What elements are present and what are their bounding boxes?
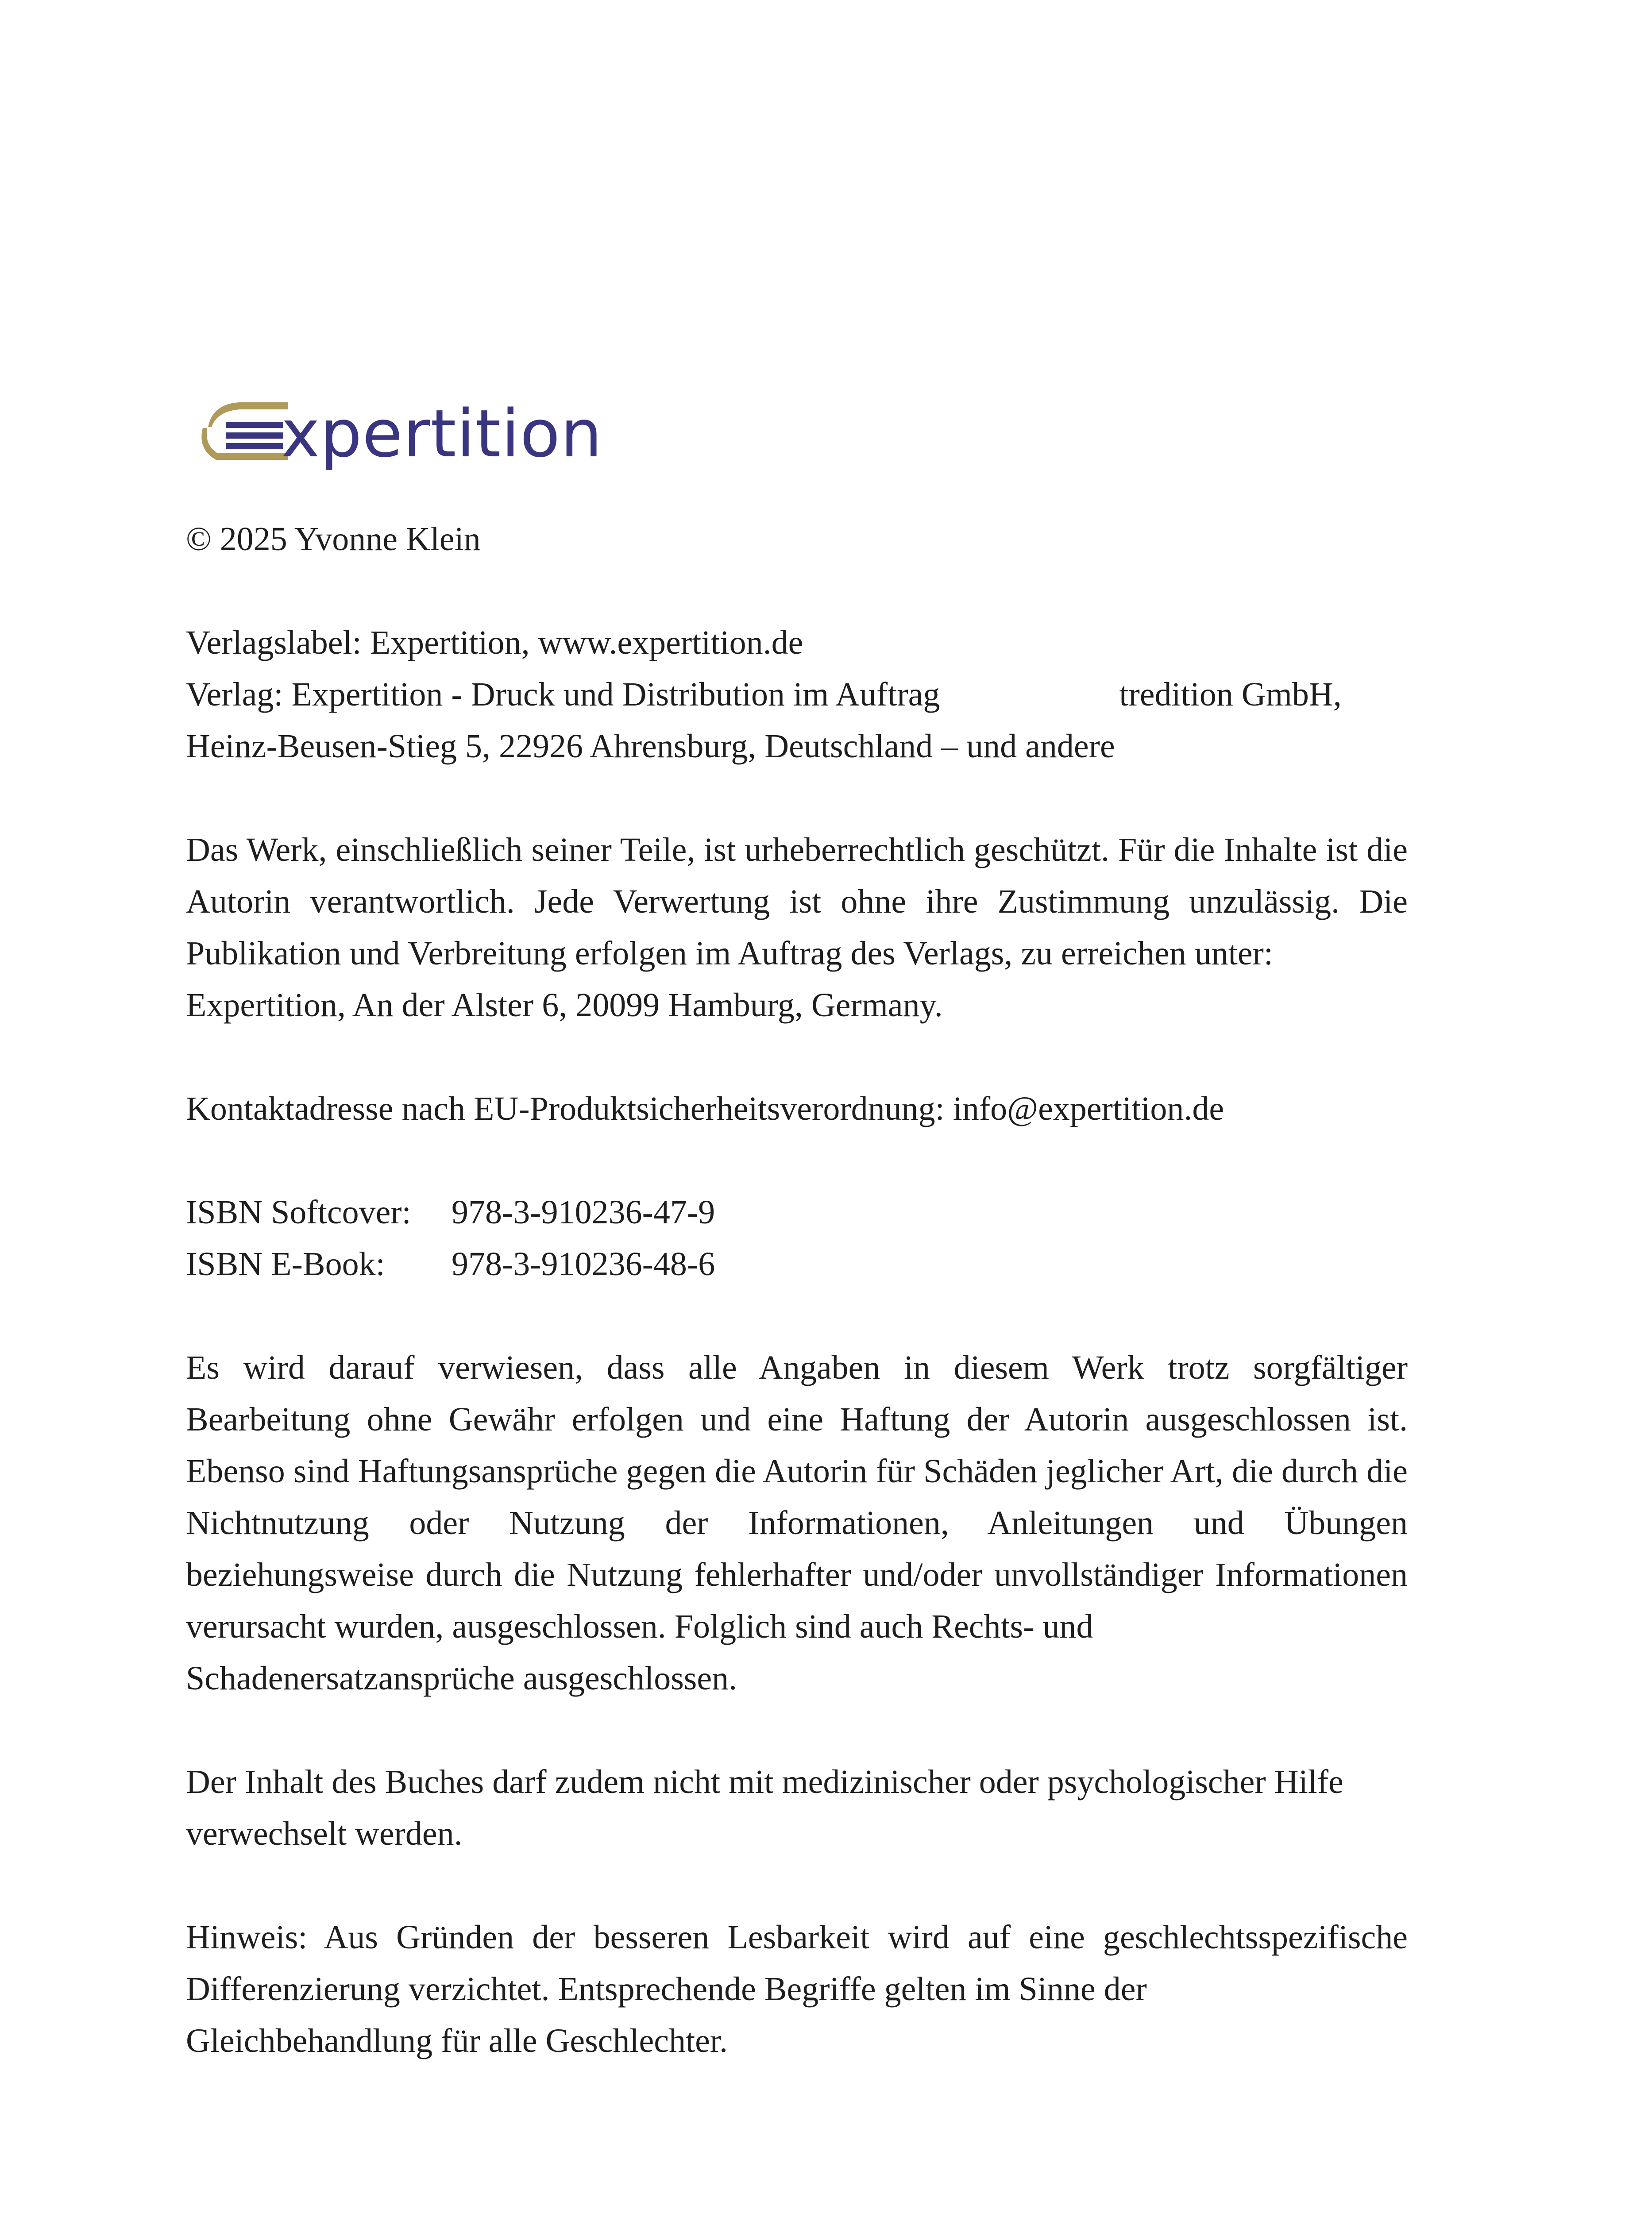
publisher-block bbox=[186, 617, 1408, 772]
medical-paragraph: Der Inhalt des Buches darf zudem nicht mit medizinischer oder psychologischer Hilfe verwechselt werden. bbox=[186, 1763, 1343, 1852]
isbn-softcover-row: ISBN Softcover: 978-3-910236-47-9 bbox=[186, 1194, 715, 1231]
isbn-ebook-row: ISBN E-Book: 978-3-910236-48-6 bbox=[186, 1245, 715, 1283]
note-paragraph: Hinweis: Aus Gründen der besseren Lesbarkeit wird auf eine geschlechtsspezifische Differenzierung verzichtet. Entsprechende Begriffe gelten im Sinne der Gleichbehandlung für alle Geschlechter. bbox=[186, 1919, 1408, 2059]
expertition-logo bbox=[199, 389, 1408, 491]
disclaimer-paragraph: Es wird darauf verwiesen, dass alle Angaben in diesem Werk trotz sorgfältiger Bearbeitung ohne Gewähr erfolgen und eine Haftung der Autorin ausgeschlossen ist. Ebenso sind Haftungsansprüche gegen die Autorin für Schäden jeglicher Art, die durch die Nichtnutzung oder Nutzung der Informationen, Anleitungen und Übungen beziehungsweise durch die Nutzung fehlerhafter und/oder unvollständiger Informationen verursacht wurden, ausgeschlossen. Folglich sind auch Rechts- und Schadenersatzansprüche ausgeschlossen. bbox=[186, 1349, 1408, 1697]
publisher-address-line: Heinz-Beusen-Stieg 5, 22926 Ahrensburg, Deutschland – und andere bbox=[186, 728, 1115, 765]
logo-wordmark: xpertition bbox=[281, 396, 603, 472]
publisher-line: Verlag: Expertition - Druck und Distribution im Auftrag tredition GmbH, bbox=[186, 676, 1342, 713]
copyright-line: © 2025 Yvonne Klein bbox=[186, 520, 481, 558]
publisher-label-line: Verlagslabel: Expertition, www.expertition.de bbox=[186, 624, 803, 661]
book-e-icon bbox=[199, 396, 288, 467]
isbn-block bbox=[186, 1187, 1408, 1290]
imprint-page bbox=[186, 389, 1408, 2119]
rights-paragraph: Das Werk, einschließlich seiner Teile, ist urheberrechtlich geschützt. Für die Inhalte ist die Autorin verantwortlich. Jede Verwertung ist ohne ihre Zustimmung unzulässig. Die Publikation und Verbreitung erfolgen im Auftrag des Verlags, zu erreichen unter: Expertition, An der Alster 6, 20099 Hamburg, Germany. bbox=[186, 831, 1408, 1024]
contact-line: Kontaktadresse nach EU-Produktsicherheitsverordnung: info@expertition.de bbox=[186, 1090, 1224, 1127]
